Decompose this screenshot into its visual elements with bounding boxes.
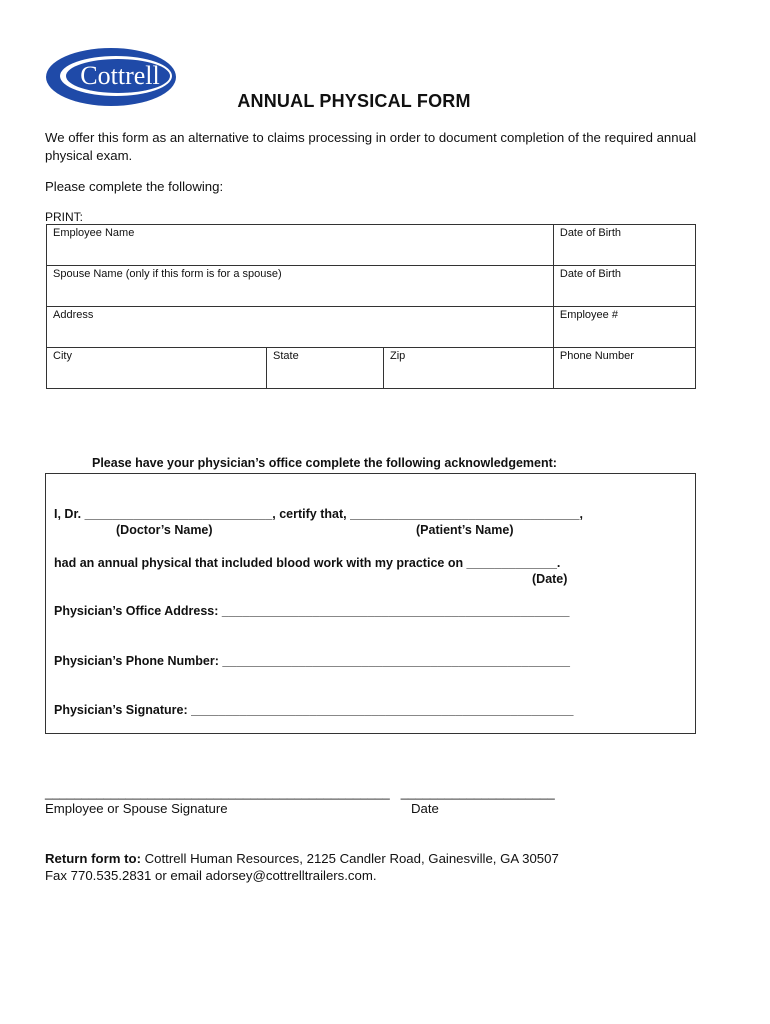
date-label: (Date) — [532, 572, 568, 586]
employee-number-field[interactable]: Employee # — [553, 307, 695, 348]
zip-field[interactable]: Zip — [384, 348, 554, 389]
patient-name-label: (Patient’s Name) — [416, 523, 514, 537]
intro-text: We offer this form as an alternative to claims processing in order to document completion of the required annual physical exam. — [45, 130, 697, 163]
signature-date-label: Date — [411, 801, 439, 816]
physician-phone-line[interactable]: Physician’s Phone Number: __________________________________________________ — [54, 654, 570, 668]
logo-text: Cottrell — [80, 61, 160, 90]
certify-line[interactable]: I, Dr. ___________________________, certify that, _________________________________, — [54, 507, 583, 521]
form-title: ANNUAL PHYSICAL FORM — [237, 91, 471, 111]
physician-signature-line[interactable]: Physician’s Signature: _______________________________________________________ — [54, 703, 574, 717]
acknowledgement-box — [45, 473, 696, 734]
employee-info-table — [46, 224, 696, 389]
signature-underline[interactable]: _______________________________________________ _____________________ — [45, 785, 555, 800]
employee-name-field[interactable]: Employee Name — [47, 225, 554, 266]
city-field[interactable]: City — [47, 348, 267, 389]
date-of-birth-field[interactable]: Date of Birth — [553, 225, 695, 266]
address-field[interactable]: Address — [47, 307, 554, 348]
physical-date-line[interactable]: had an annual physical that included blood work with my practice on _____________. — [54, 556, 561, 570]
instruction-text: Please complete the following: — [45, 179, 224, 194]
spouse-name-field[interactable]: Spouse Name (only if this form is for a spouse) — [47, 266, 554, 307]
return-info — [45, 850, 559, 884]
office-address-line[interactable]: Physician’s Office Address: __________________________________________________ — [54, 604, 570, 618]
state-field[interactable]: State — [267, 348, 384, 389]
doctor-name-label: (Doctor’s Name) — [116, 523, 213, 537]
return-contact: Fax 770.535.2831 or email adorsey@cottrelltrailers.com. — [45, 868, 377, 883]
employee-signature-label: Employee or Spouse Signature — [45, 801, 228, 816]
acknowledgement-heading: Please have your physician’s office complete the following acknowledgement: — [92, 456, 557, 470]
return-address: Cottrell Human Resources, 2125 Candler Road, Gainesville, GA 30507 — [140, 851, 559, 866]
return-label: Return form to: — [45, 851, 141, 866]
print-label: PRINT: — [45, 210, 84, 224]
spouse-date-of-birth-field[interactable]: Date of Birth — [553, 266, 695, 307]
phone-number-field[interactable]: Phone Number — [553, 348, 695, 389]
